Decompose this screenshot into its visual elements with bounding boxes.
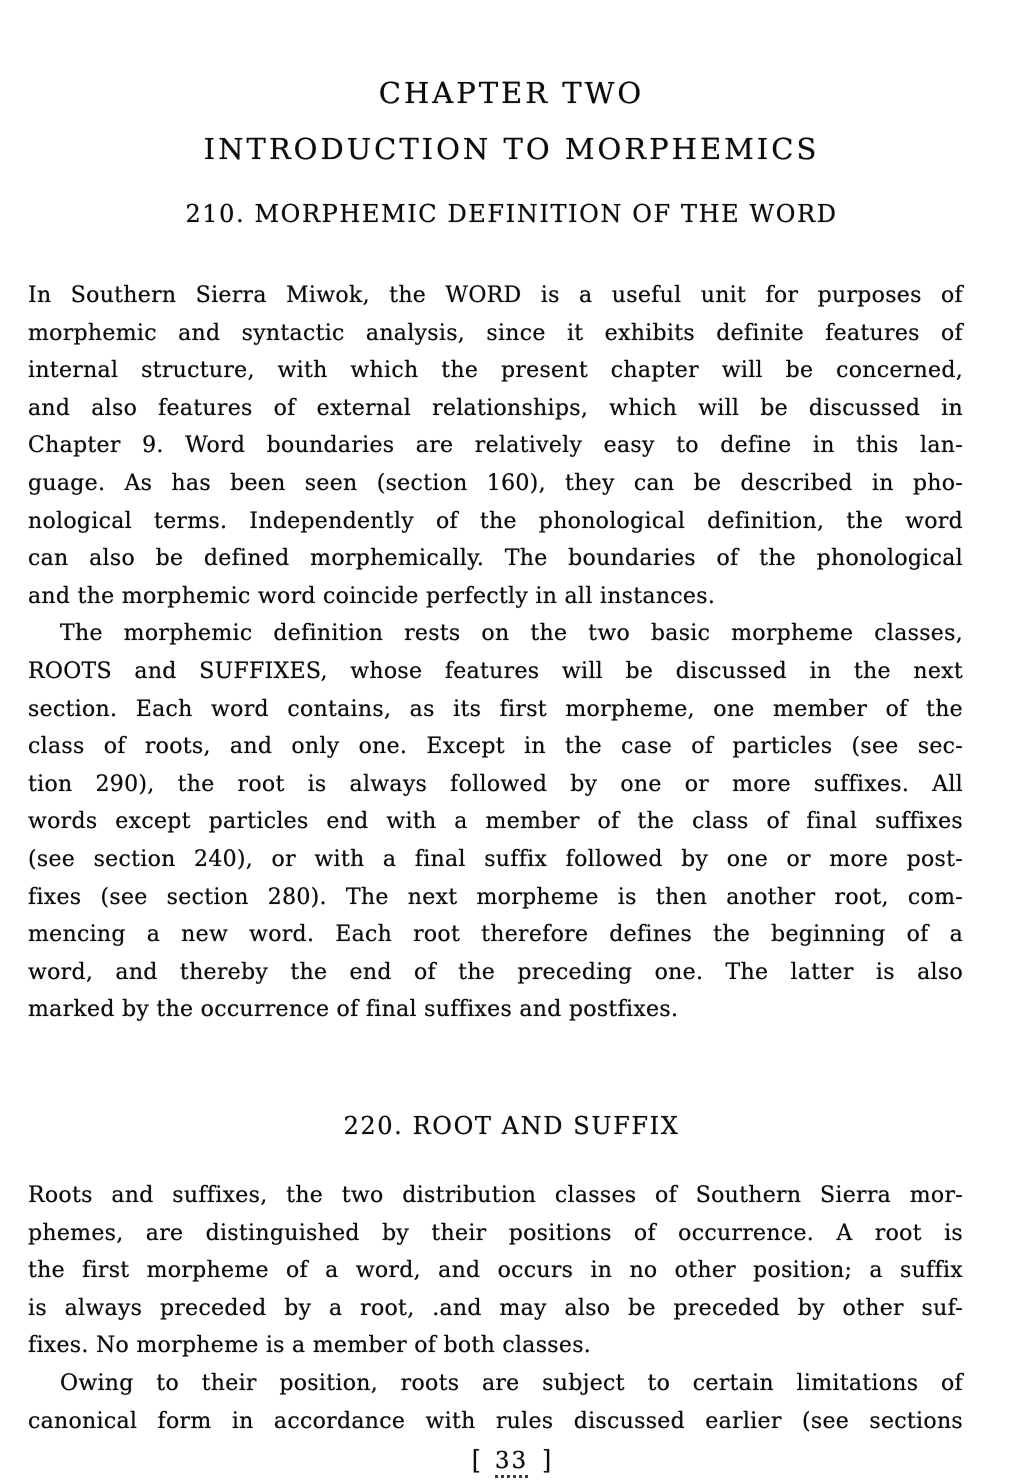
page-footer — [0, 1448, 1023, 1478]
text-line: Roots and suffixes, the two distribution classes of Southern Sierra mor- — [28, 1183, 963, 1208]
text-line: and the morphemic word coincide perfectly in all instances. — [28, 583, 716, 609]
section-220-heading: 220. ROOT AND SUFFIX — [343, 1112, 680, 1140]
text-line: nological terms. Independently of the phonological definition, the word — [28, 508, 963, 534]
text-line: word, and thereby the end of the preceding one. The latter is also — [28, 959, 963, 985]
section-210-body — [28, 277, 963, 1029]
page-number-bracket-right: ] — [542, 1446, 552, 1476]
chapter-subtitle: INTRODUCTION TO MORPHEMICS — [203, 132, 820, 166]
chapter-title: CHAPTER TWO — [378, 76, 645, 110]
text-line: (see section 240), or with a final suffix followed by one or more post- — [28, 846, 963, 872]
text-line: mencing a new word. Each root therefore defines the beginning of a — [28, 922, 963, 948]
text-line: words except particles end with a member of the class of final suffixes — [28, 809, 963, 835]
text-line: class of roots, and only one. Except in the case of particles (see sec- — [28, 734, 963, 760]
text-line: fixes (see section 280). The next morpheme is then another root, com- — [28, 884, 963, 910]
text-line: In Southern Sierra Miwok, the WORD is a useful unit for purposes of — [28, 283, 963, 308]
text-line: morphemic and syntactic analysis, since it exhibits definite features of — [28, 320, 963, 346]
section-210-heading: 210. MORPHEMIC DEFINITION OF THE WORD — [185, 200, 838, 228]
text-line: internal structure, with which the present chapter will be concerned, — [28, 358, 963, 384]
text-line: and also features of external relationships, which will be discussed in — [28, 395, 963, 421]
text-line: phemes, are distinguished by their positions of occurrence. A root is — [28, 1220, 963, 1246]
text-line: Chapter 9. Word boundaries are relatively easy to define in this lan- — [28, 433, 963, 459]
text-line: is always preceded by a root, .and may also be preceded by other suf- — [28, 1295, 963, 1321]
text-line: Owing to their position, roots are subject to certain limitations of — [60, 1370, 963, 1396]
text-line: section. Each word contains, as its first morpheme, one member of the — [28, 696, 963, 722]
text-line: ROOTS and SUFFIXES, whose features will be discussed in the next — [28, 658, 963, 684]
text-line: can also be defined morphemically. The boundaries of the phonological — [28, 546, 963, 572]
section-220-body — [28, 1177, 963, 1440]
text-line: canonical form in accordance with rules discussed earlier (see sections — [28, 1408, 963, 1434]
text-line: tion 290), the root is always followed by one or more suffixes. All — [28, 771, 963, 797]
text-line: the first morpheme of a word, and occurs in no other position; a suffix — [28, 1258, 963, 1284]
page-number-bracket-left: [ — [471, 1446, 481, 1476]
text-line: fixes. No morpheme is a member of both classes. — [28, 1333, 592, 1359]
text-line: guage. As has been seen (section 160), they can be described in pho- — [28, 470, 963, 496]
text-line: The morphemic definition rests on the two basic morpheme classes, — [60, 621, 963, 647]
text-line: marked by the occurrence of final suffixes and postfixes. — [28, 997, 679, 1023]
page-number: 33 — [495, 1448, 528, 1478]
